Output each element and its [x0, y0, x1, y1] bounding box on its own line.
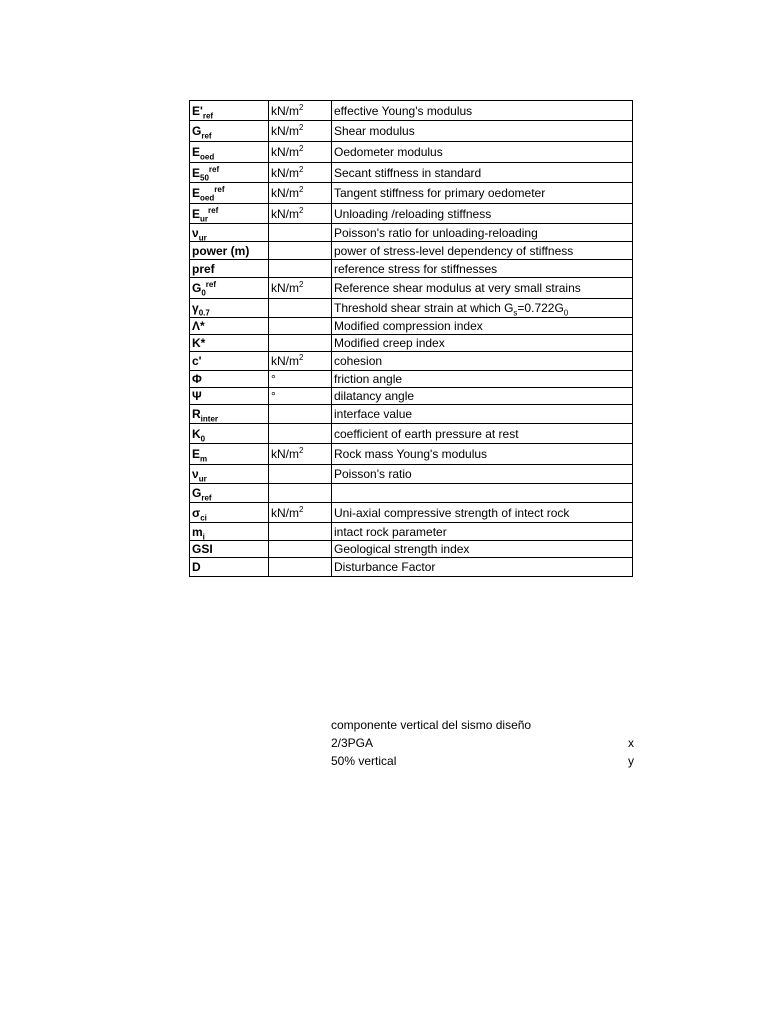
- parameter-description: [332, 318, 633, 335]
- symbol-base: Φ: [192, 372, 202, 386]
- unit-exponent: 2: [299, 164, 304, 174]
- parameter-symbol: [190, 405, 269, 424]
- parameter-description: [332, 260, 633, 278]
- parameter-row: [190, 465, 633, 484]
- parameter-description: [332, 183, 633, 204]
- unit-text: kN/m: [271, 186, 299, 200]
- parameter-unit: [269, 101, 332, 121]
- symbol-superscript: ref: [214, 185, 225, 194]
- parameter-row: [190, 318, 633, 335]
- description-text: Unloading /reloading stiffness: [334, 206, 492, 221]
- symbol-base: D: [192, 560, 201, 574]
- parameter-symbol: [190, 523, 269, 541]
- parameter-description: [332, 163, 633, 183]
- parameter-description: [332, 405, 633, 424]
- note-pga: 2/3PGA: [331, 736, 374, 750]
- parameter-unit: [269, 523, 332, 541]
- parameter-row: [190, 541, 633, 558]
- parameter-description: [332, 523, 633, 541]
- parameter-unit: [269, 352, 332, 371]
- parameter-row: [190, 260, 633, 278]
- parameter-symbol: [190, 444, 269, 465]
- parameter-symbol: [190, 260, 269, 278]
- parameter-symbol: [190, 352, 269, 371]
- parameter-row: [190, 335, 633, 352]
- unit-exponent: 2: [299, 446, 304, 455]
- description-text: Modified creep index: [334, 336, 445, 350]
- parameter-unit: [269, 260, 332, 278]
- description-text: Threshold shear strain at which G: [334, 301, 514, 315]
- parameter-description: [332, 484, 633, 503]
- parameter-row: [190, 101, 633, 121]
- parameter-description: [332, 558, 633, 577]
- symbol-subscript: inter: [200, 414, 219, 424]
- parameter-row: [190, 503, 633, 523]
- description-text: coefficient of earth pressure at rest: [334, 426, 519, 441]
- symbol-subscript: ur: [198, 474, 207, 484]
- parameter-description: [332, 335, 633, 352]
- parameter-row: [190, 242, 633, 260]
- parameter-symbol: [190, 371, 269, 388]
- parameter-description: [332, 142, 633, 163]
- description-text: dilatancy angle: [334, 389, 415, 403]
- symbol-base: G: [192, 124, 202, 138]
- parameter-symbol: [190, 424, 269, 444]
- description-text: effective Young's modulus: [334, 103, 473, 118]
- symbol-subscript: ref: [201, 493, 212, 503]
- parameter-description: [332, 278, 633, 299]
- symbol-subscript: ref: [201, 131, 212, 141]
- unit-text: kN/m: [271, 206, 299, 221]
- symbol-base: Ψ: [192, 389, 202, 403]
- unit-text: °: [271, 372, 276, 386]
- parameter-unit: [269, 335, 332, 352]
- description-text: intact rock parameter: [334, 524, 447, 539]
- parameter-symbol: [190, 299, 269, 318]
- symbol-subscript: 0.7: [198, 308, 210, 318]
- parameter-description: [332, 371, 633, 388]
- parameter-unit: [269, 278, 332, 299]
- unit-text: kN/m: [271, 103, 299, 118]
- parameter-unit: [269, 371, 332, 388]
- symbol-base: K*: [192, 336, 206, 350]
- description-text: reference stress for stiffnesses: [334, 261, 498, 276]
- description-text: interface value: [334, 407, 413, 421]
- parameter-row: [190, 371, 633, 388]
- symbol-base: pref: [192, 261, 215, 276]
- parameter-unit: [269, 405, 332, 424]
- symbol-base: E: [192, 145, 201, 159]
- parameter-symbol: [190, 318, 269, 335]
- description-tail: =0.722G: [517, 301, 564, 315]
- unit-text: kN/m: [271, 281, 299, 295]
- parameter-unit: [269, 299, 332, 318]
- parameter-description: [332, 503, 633, 523]
- parameter-unit: [269, 242, 332, 260]
- unit-text: kN/m: [271, 447, 299, 461]
- description-text: Tangent stiffness for primary oedometer: [334, 186, 546, 200]
- parameter-description: [332, 204, 633, 224]
- parameter-unit: [269, 318, 332, 335]
- description-subscript: 0: [563, 308, 569, 318]
- label-x: x: [628, 736, 634, 750]
- symbol-superscript: ref: [208, 205, 219, 215]
- symbol-base: GSI: [192, 542, 213, 556]
- parameter-unit: [269, 558, 332, 577]
- symbol-base: E: [192, 186, 201, 200]
- description-text: Oedometer modulus: [334, 145, 443, 159]
- symbol-base: Λ*: [192, 319, 205, 333]
- description-text: Geological strength index: [334, 542, 470, 556]
- parameter-symbol: [190, 503, 269, 523]
- description-text: Poisson's ratio for unloading-reloading: [334, 225, 538, 240]
- symbol-subscript: 0: [200, 433, 206, 443]
- parameter-description: [332, 299, 633, 318]
- parameter-description: [332, 465, 633, 484]
- parameter-description: [332, 388, 633, 405]
- description-text: power of stress-level dependency of stiffness: [334, 243, 574, 258]
- symbol-subscript: 0: [201, 288, 206, 298]
- parameter-symbol: [190, 388, 269, 405]
- parameter-description: [332, 101, 633, 121]
- parameter-unit: [269, 163, 332, 183]
- parameter-row: [190, 424, 633, 444]
- parameter-unit: [269, 121, 332, 142]
- parameter-row: [190, 183, 633, 204]
- parameter-description: [332, 352, 633, 371]
- symbol-base: c': [192, 354, 202, 368]
- unit-text: kN/m: [271, 124, 299, 138]
- description-text: Uni-axial compressive strength of intect rock: [334, 505, 570, 520]
- parameter-row: [190, 405, 633, 424]
- parameter-unit: [269, 424, 332, 444]
- parameter-description: [332, 424, 633, 444]
- symbol-subscript: ur: [198, 232, 207, 242]
- seismic-notes: [331, 716, 531, 770]
- parameter-unit: [269, 142, 332, 163]
- parameter-row: [190, 558, 633, 577]
- parameter-row: [190, 299, 633, 318]
- description-text: Secant stiffness in standard: [334, 165, 482, 180]
- parameter-symbol: [190, 242, 269, 260]
- symbol-base: γ: [192, 301, 199, 315]
- symbol-subscript: oed: [200, 152, 215, 162]
- unit-exponent: 2: [299, 102, 304, 112]
- symbol-base: ν: [192, 467, 199, 481]
- parameter-unit: [269, 541, 332, 558]
- parameter-unit: [269, 444, 332, 465]
- description-text: Modified compression index: [334, 319, 483, 333]
- parameter-symbol: [190, 224, 269, 242]
- unit-text: °: [271, 389, 276, 403]
- symbol-subscript: ur: [200, 213, 209, 223]
- unit-exponent: 2: [299, 205, 304, 215]
- symbol-base: ν: [192, 225, 199, 240]
- parameter-unit: [269, 465, 332, 484]
- symbol-base: E': [192, 103, 203, 118]
- parameter-row: [190, 224, 633, 242]
- parameter-symbol: [190, 183, 269, 204]
- unit-text: kN/m: [271, 145, 299, 159]
- unit-exponent: 2: [299, 504, 304, 514]
- symbol-base: R: [192, 407, 201, 421]
- description-text: Rock mass Young's modulus: [334, 447, 488, 461]
- parameter-row: [190, 388, 633, 405]
- symbol-subscript: ref: [202, 110, 214, 120]
- parameter-row: [190, 121, 633, 142]
- parameter-unit: [269, 484, 332, 503]
- parameter-row: [190, 142, 633, 163]
- description-text: friction angle: [334, 372, 403, 386]
- parameter-symbol: [190, 163, 269, 183]
- parameter-symbol: [190, 142, 269, 163]
- note-vertical: 50% vertical: [331, 754, 397, 768]
- symbol-base: G: [192, 486, 202, 500]
- parameter-table: [189, 100, 633, 577]
- parameter-symbol: [190, 558, 269, 577]
- label-y: y: [628, 754, 634, 768]
- unit-text: kN/m: [271, 505, 299, 520]
- symbol-base: E: [192, 206, 201, 221]
- symbol-superscript: ref: [208, 164, 220, 174]
- unit-exponent: 2: [299, 353, 304, 362]
- parameter-symbol: [190, 204, 269, 224]
- unit-text: kN/m: [271, 354, 299, 368]
- description-text: cohesion: [334, 354, 383, 368]
- symbol-superscript: ref: [205, 280, 217, 289]
- symbol-subscript: ci: [200, 512, 207, 522]
- symbol-subscript: oed: [200, 193, 215, 203]
- parameter-row: [190, 278, 633, 299]
- parameter-description: [332, 444, 633, 465]
- parameter-symbol: [190, 278, 269, 299]
- description-subscript: s: [513, 308, 518, 318]
- unit-exponent: 2: [299, 185, 304, 194]
- symbol-base: E: [192, 447, 201, 461]
- symbol-subscript: i: [202, 531, 205, 541]
- symbol-base: G: [192, 281, 202, 295]
- unit-text: kN/m: [271, 165, 299, 180]
- parameter-unit: [269, 204, 332, 224]
- description-text: Shear modulus: [334, 124, 415, 138]
- note-seismic-title: componente vertical del sismo diseño: [331, 718, 532, 732]
- parameter-symbol: [190, 484, 269, 503]
- parameter-symbol: [190, 465, 269, 484]
- parameter-row: [190, 523, 633, 541]
- description-text: Poisson's ratio: [334, 467, 412, 481]
- parameter-unit: [269, 503, 332, 523]
- symbol-base: m: [192, 524, 203, 539]
- parameter-symbol: [190, 121, 269, 142]
- parameter-symbol: [190, 101, 269, 121]
- parameter-symbol: [190, 541, 269, 558]
- parameter-description: [332, 541, 633, 558]
- symbol-base: σ: [192, 505, 201, 520]
- parameter-unit: [269, 183, 332, 204]
- axis-labels: [628, 734, 634, 770]
- symbol-subscript: m: [200, 454, 208, 464]
- parameter-row: [190, 484, 633, 503]
- unit-exponent: 2: [299, 123, 304, 132]
- unit-exponent: 2: [299, 280, 304, 289]
- unit-exponent: 2: [299, 144, 304, 153]
- symbol-base: power (m): [192, 243, 250, 258]
- parameter-description: [332, 242, 633, 260]
- parameter-description: [332, 121, 633, 142]
- symbol-base: E: [192, 165, 201, 180]
- parameter-description: [332, 224, 633, 242]
- parameter-row: [190, 204, 633, 224]
- parameter-row: [190, 163, 633, 183]
- description-text: Disturbance Factor: [334, 560, 436, 574]
- parameter-row: [190, 352, 633, 371]
- symbol-base: K: [192, 426, 201, 441]
- parameter-symbol: [190, 335, 269, 352]
- description-text: Reference shear modulus at very small strains: [334, 281, 581, 295]
- symbol-subscript: 50: [200, 172, 209, 182]
- parameter-unit: [269, 224, 332, 242]
- parameter-unit: [269, 388, 332, 405]
- parameter-row: [190, 444, 633, 465]
